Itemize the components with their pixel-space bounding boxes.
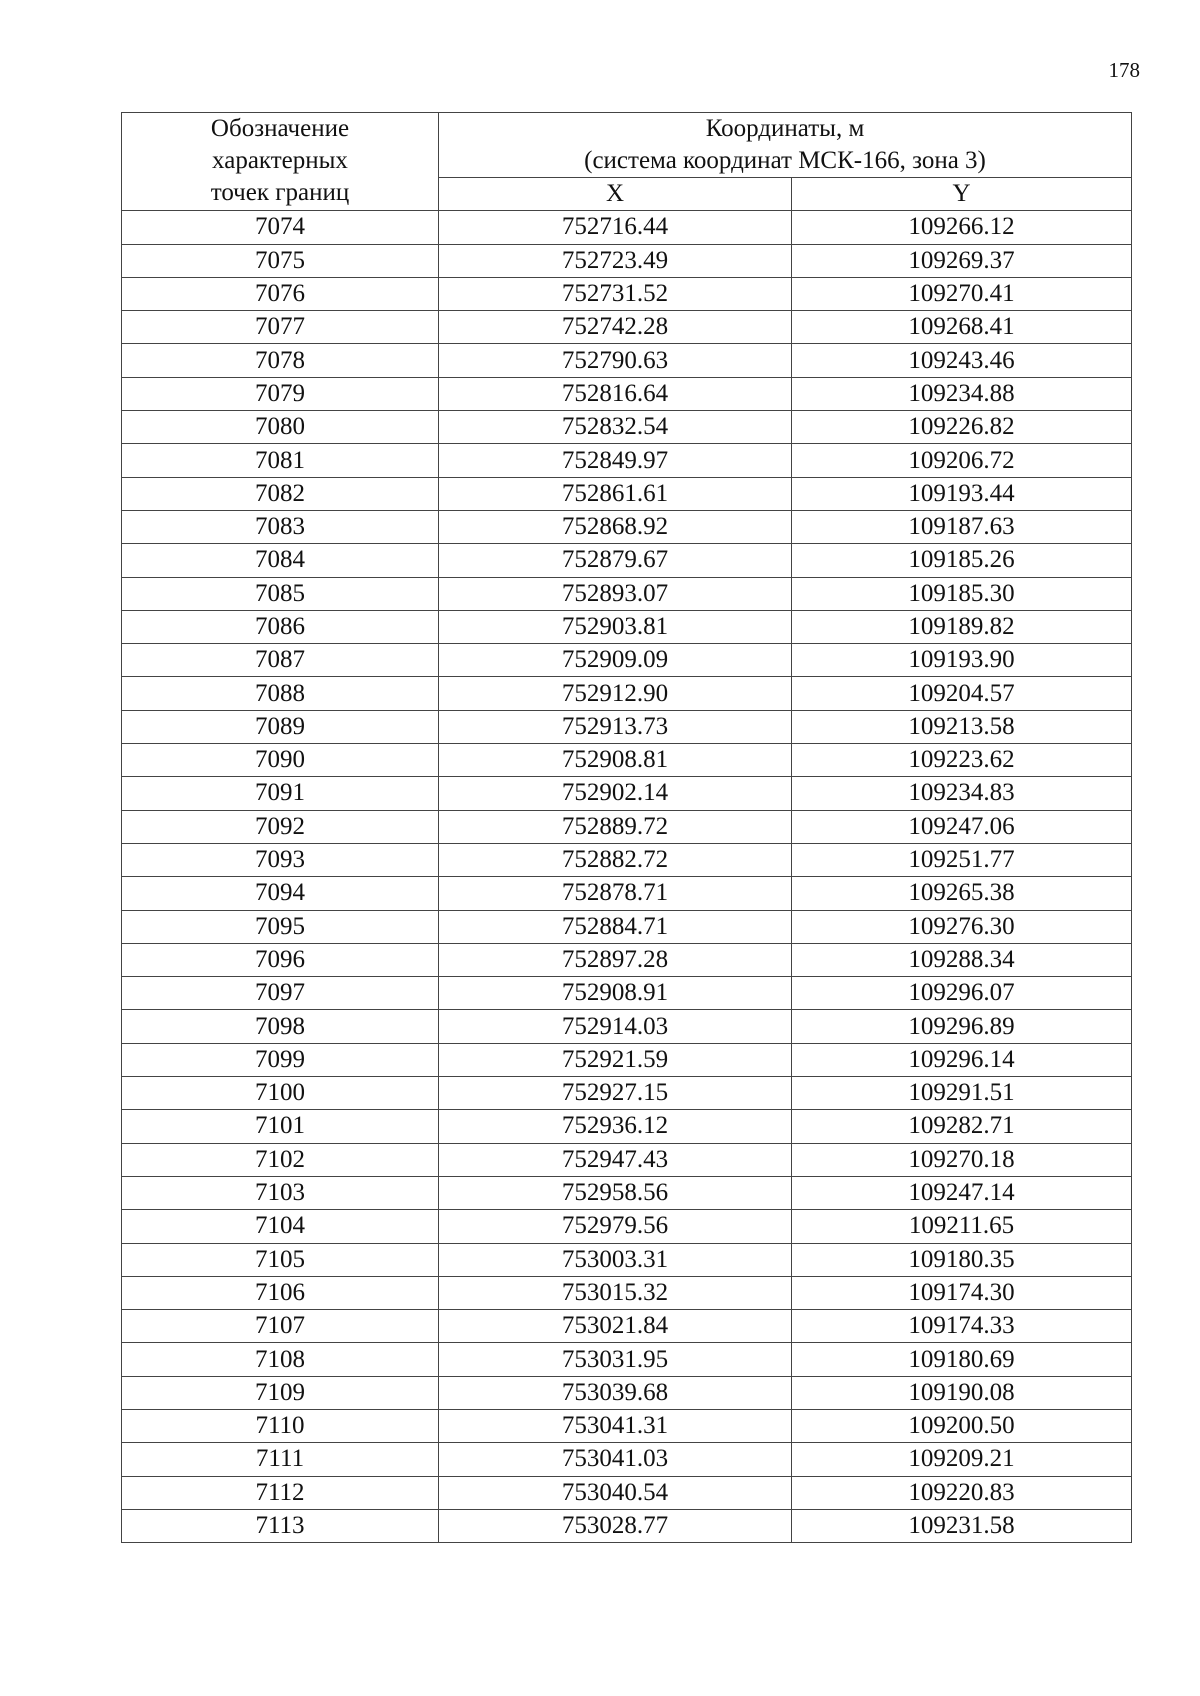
- y-cell: 109206.72: [792, 444, 1132, 477]
- x-cell: 752723.49: [439, 244, 792, 277]
- x-cell: 752879.67: [439, 544, 792, 577]
- y-cell: 109185.30: [792, 577, 1132, 610]
- y-cell: 109243.46: [792, 344, 1132, 377]
- table-row: [122, 1077, 1132, 1110]
- y-cell: 109180.69: [792, 1343, 1132, 1376]
- point-cell: 7095: [122, 910, 439, 943]
- y-cell: 109223.62: [792, 744, 1132, 777]
- table-row: [122, 477, 1132, 510]
- x-cell: 752889.72: [439, 810, 792, 843]
- coordinates-header-line: (система координат МСК-166, зона 3): [584, 147, 986, 174]
- y-cell: 109234.88: [792, 377, 1132, 410]
- y-cell: 109296.14: [792, 1043, 1132, 1076]
- x-cell: 753041.03: [439, 1443, 792, 1476]
- y-cell: 109213.58: [792, 710, 1132, 743]
- x-cell: 752913.73: [439, 710, 792, 743]
- x-cell: 752849.97: [439, 444, 792, 477]
- page-number: 178: [1108, 58, 1140, 82]
- table-row: [122, 810, 1132, 843]
- table-row: [122, 1343, 1132, 1376]
- x-cell: 752878.71: [439, 877, 792, 910]
- x-cell: 752936.12: [439, 1110, 792, 1143]
- coordinates-table: [121, 112, 1132, 1543]
- table-row: [122, 1043, 1132, 1076]
- point-cell: 7099: [122, 1043, 439, 1076]
- table-row: [122, 1409, 1132, 1442]
- point-cell: 7078: [122, 344, 439, 377]
- point-cell: 7083: [122, 510, 439, 543]
- y-cell: 109185.26: [792, 544, 1132, 577]
- table-row: [122, 710, 1132, 743]
- x-cell: 752884.71: [439, 910, 792, 943]
- point-cell: 7108: [122, 1343, 439, 1376]
- table-row: [122, 444, 1132, 477]
- x-cell: 752914.03: [439, 1010, 792, 1043]
- table-row: [122, 344, 1132, 377]
- y-cell: 109291.51: [792, 1077, 1132, 1110]
- y-cell: 109209.21: [792, 1443, 1132, 1476]
- table-row: [122, 777, 1132, 810]
- x-cell: 752868.92: [439, 510, 792, 543]
- y-column-header: Y: [792, 178, 1132, 211]
- table-row: [122, 411, 1132, 444]
- x-cell: 753040.54: [439, 1476, 792, 1509]
- point-cell: 7085: [122, 577, 439, 610]
- point-cell: 7080: [122, 411, 439, 444]
- table-row: [122, 843, 1132, 876]
- point-cell: 7074: [122, 211, 439, 244]
- y-cell: 109296.07: [792, 977, 1132, 1010]
- y-cell: 109282.71: [792, 1110, 1132, 1143]
- y-cell: 109180.35: [792, 1243, 1132, 1276]
- table-row: [122, 1110, 1132, 1143]
- table-row: [122, 1210, 1132, 1243]
- y-cell: 109226.82: [792, 411, 1132, 444]
- y-cell: 109174.33: [792, 1310, 1132, 1343]
- y-cell: 109200.50: [792, 1409, 1132, 1442]
- table-row: [122, 1010, 1132, 1043]
- x-cell: 752893.07: [439, 577, 792, 610]
- table-row: [122, 1243, 1132, 1276]
- table-row: [122, 744, 1132, 777]
- x-cell: 752861.61: [439, 477, 792, 510]
- x-cell: 752902.14: [439, 777, 792, 810]
- table-row: [122, 910, 1132, 943]
- table-row: [122, 277, 1132, 310]
- x-cell: 752979.56: [439, 1210, 792, 1243]
- y-cell: 109234.83: [792, 777, 1132, 810]
- table-row: [122, 1476, 1132, 1509]
- x-cell: 752716.44: [439, 211, 792, 244]
- table-row: [122, 1509, 1132, 1542]
- table-row: [122, 977, 1132, 1010]
- point-cell: 7077: [122, 311, 439, 344]
- point-cell: 7087: [122, 644, 439, 677]
- designation-header-line: характерных: [212, 147, 348, 174]
- point-cell: 7091: [122, 777, 439, 810]
- coordinates-header: [439, 113, 1132, 178]
- y-cell: 109174.30: [792, 1276, 1132, 1309]
- x-cell: 752912.90: [439, 677, 792, 710]
- x-cell: 753039.68: [439, 1376, 792, 1409]
- y-cell: 109265.38: [792, 877, 1132, 910]
- table-row: [122, 544, 1132, 577]
- x-cell: 752897.28: [439, 943, 792, 976]
- table-row: [122, 244, 1132, 277]
- table-row: [122, 1376, 1132, 1409]
- point-cell: 7089: [122, 710, 439, 743]
- table-row: [122, 1276, 1132, 1309]
- designation-header-line: точек границ: [210, 179, 350, 206]
- x-cell: 753028.77: [439, 1509, 792, 1542]
- table-row: [122, 377, 1132, 410]
- point-cell: 7106: [122, 1276, 439, 1309]
- x-cell: 752903.81: [439, 610, 792, 643]
- point-cell: 7079: [122, 377, 439, 410]
- point-cell: 7090: [122, 744, 439, 777]
- y-cell: 109296.89: [792, 1010, 1132, 1043]
- x-cell: 753003.31: [439, 1243, 792, 1276]
- x-cell: 752908.91: [439, 977, 792, 1010]
- point-cell: 7084: [122, 544, 439, 577]
- x-cell: 752742.28: [439, 311, 792, 344]
- table-row: [122, 311, 1132, 344]
- y-cell: 109231.58: [792, 1509, 1132, 1542]
- y-cell: 109193.90: [792, 644, 1132, 677]
- x-cell: 752909.09: [439, 644, 792, 677]
- point-cell: 7096: [122, 943, 439, 976]
- table-row: [122, 577, 1132, 610]
- table-row: [122, 211, 1132, 244]
- point-cell: 7101: [122, 1110, 439, 1143]
- x-cell: 753015.32: [439, 1276, 792, 1309]
- point-cell: 7109: [122, 1376, 439, 1409]
- x-cell: 752958.56: [439, 1176, 792, 1209]
- point-cell: 7100: [122, 1077, 439, 1110]
- table-row: [122, 877, 1132, 910]
- y-cell: 109190.08: [792, 1376, 1132, 1409]
- y-cell: 109247.14: [792, 1176, 1132, 1209]
- point-cell: 7102: [122, 1143, 439, 1176]
- table-header: [122, 113, 1132, 211]
- y-cell: 109266.12: [792, 211, 1132, 244]
- point-cell: 7105: [122, 1243, 439, 1276]
- point-cell: 7076: [122, 277, 439, 310]
- x-cell: 752908.81: [439, 744, 792, 777]
- y-cell: 109270.18: [792, 1143, 1132, 1176]
- table-body: [122, 211, 1132, 1543]
- x-cell: 753041.31: [439, 1409, 792, 1442]
- table-row: [122, 943, 1132, 976]
- coordinates-header-line: Координаты, м: [705, 115, 865, 142]
- point-cell: 7086: [122, 610, 439, 643]
- y-cell: 109269.37: [792, 244, 1132, 277]
- designation-header-line: Обозначение: [210, 115, 350, 142]
- x-cell: 752882.72: [439, 843, 792, 876]
- y-cell: 109276.30: [792, 910, 1132, 943]
- x-cell: 752927.15: [439, 1077, 792, 1110]
- y-cell: 109204.57: [792, 677, 1132, 710]
- y-cell: 109193.44: [792, 477, 1132, 510]
- point-cell: 7093: [122, 843, 439, 876]
- point-cell: 7092: [122, 810, 439, 843]
- point-cell: 7088: [122, 677, 439, 710]
- point-cell: 7103: [122, 1176, 439, 1209]
- point-cell: 7107: [122, 1310, 439, 1343]
- point-cell: 7098: [122, 1010, 439, 1043]
- x-cell: 752731.52: [439, 277, 792, 310]
- table-row: [122, 644, 1132, 677]
- x-cell: 753021.84: [439, 1310, 792, 1343]
- x-cell: 752832.54: [439, 411, 792, 444]
- x-cell: 752921.59: [439, 1043, 792, 1076]
- table-row: [122, 510, 1132, 543]
- point-cell: 7081: [122, 444, 439, 477]
- point-cell: 7111: [122, 1443, 439, 1476]
- y-cell: 109270.41: [792, 277, 1132, 310]
- y-cell: 109211.65: [792, 1210, 1132, 1243]
- y-cell: 109247.06: [792, 810, 1132, 843]
- y-cell: 109288.34: [792, 943, 1132, 976]
- point-cell: 7075: [122, 244, 439, 277]
- designation-header: [122, 113, 439, 211]
- point-cell: 7104: [122, 1210, 439, 1243]
- x-cell: 752790.63: [439, 344, 792, 377]
- point-cell: 7112: [122, 1476, 439, 1509]
- point-cell: 7082: [122, 477, 439, 510]
- table-row: [122, 1143, 1132, 1176]
- y-cell: 109189.82: [792, 610, 1132, 643]
- x-cell: 752816.64: [439, 377, 792, 410]
- table-row: [122, 610, 1132, 643]
- header-row-top: [122, 113, 1132, 178]
- y-cell: 109187.63: [792, 510, 1132, 543]
- point-cell: 7097: [122, 977, 439, 1010]
- point-cell: 7110: [122, 1409, 439, 1442]
- y-cell: 109220.83: [792, 1476, 1132, 1509]
- table-row: [122, 677, 1132, 710]
- y-cell: 109251.77: [792, 843, 1132, 876]
- table-row: [122, 1310, 1132, 1343]
- x-cell: 752947.43: [439, 1143, 792, 1176]
- y-cell: 109268.41: [792, 311, 1132, 344]
- x-column-header: X: [439, 178, 792, 211]
- point-cell: 7113: [122, 1509, 439, 1542]
- table-row: [122, 1176, 1132, 1209]
- point-cell: 7094: [122, 877, 439, 910]
- x-cell: 753031.95: [439, 1343, 792, 1376]
- table-row: [122, 1443, 1132, 1476]
